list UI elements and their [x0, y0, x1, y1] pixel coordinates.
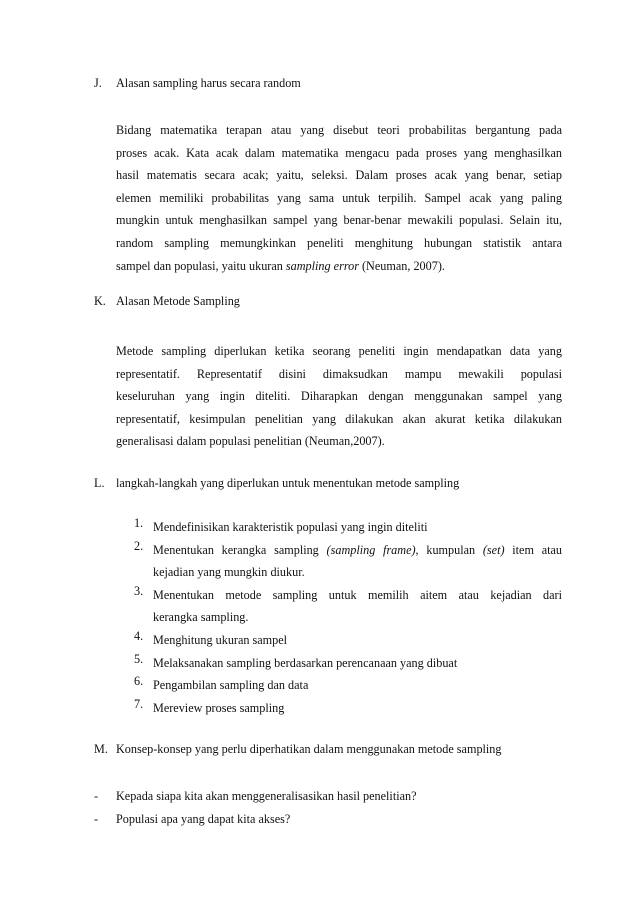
bullet-dash: - [94, 789, 99, 803]
paragraph-line: representatif, kesimpulan penelitian yang dilakukan akan akurat ketika dilakukan [116, 411, 562, 426]
italic-term: (set) [482, 542, 505, 557]
text-run: Menentukan kerangka sampling [153, 542, 327, 557]
text-run: item atau [504, 542, 562, 557]
section-k-marker: K. [94, 294, 106, 308]
paragraph-line: representatif. Representatif disini dimaksudkan mampu mewakili populasi [116, 366, 562, 381]
step-text: Pengambilan sampling dan data [153, 678, 309, 693]
step-text: Mereview proses sampling [153, 700, 285, 715]
italic-term: (sampling frame) [326, 542, 416, 557]
section-m-marker: M. [94, 742, 108, 756]
section-l-marker: L. [94, 476, 105, 490]
step-number: 5. [134, 651, 144, 666]
section-j-marker: J. [94, 76, 102, 90]
paragraph-line: hasil matematis secara acak; yaitu, seleksi. Dalam proses acak yang benar, setiap [116, 168, 562, 183]
step-text: Menentukan metode sampling untuk memilih aitem atau kejadian dari [153, 587, 562, 602]
list-item [116, 629, 562, 652]
step-number: 6. [134, 674, 144, 689]
step-text [153, 539, 562, 562]
section-m-title: Konsep-konsep yang perlu diperhatikan dalam menggunakan metode sampling [116, 742, 502, 756]
bullet-text: Populasi apa yang dapat kita akses? [116, 812, 291, 826]
step-number: 2. [134, 538, 144, 553]
text-run: (Neuman, 2007). [358, 258, 445, 273]
step-number: 1. [134, 516, 144, 530]
bullet-text: Kepada siapa kita akan menggeneralisasikan hasil penelitian? [116, 789, 417, 803]
text-run: sampel dan populasi, yaitu ukuran [116, 258, 286, 273]
step-number: 3. [134, 583, 144, 598]
paragraph-line: mungkin untuk menghasilkan sampel yang benar-benar mewakili populasi. Selain itu, [116, 213, 562, 228]
step-text: Melaksanakan sampling berdasarkan perencanaan yang dibuat [153, 655, 458, 670]
bullet-dash: - [94, 812, 99, 826]
section-j-title: Alasan sampling harus secara random [116, 76, 301, 90]
section-k-paragraph [116, 340, 562, 453]
paragraph-line: Metode sampling diperlukan ketika seorang peneliti ingin mendapatkan data yang [116, 344, 562, 358]
paragraph-line: generalisasi dalam populasi penelitian (Neuman,2007). [116, 434, 385, 449]
section-j-paragraph [116, 119, 562, 277]
step-text-continued: kerangka sampling. [153, 610, 249, 625]
paragraph-line: random sampling memungkinkan peneliti menghitung hubungan statistik antara [116, 235, 562, 250]
paragraph-line: elemen memiliki probabilitas yang sama untuk terpilih. Sampel acak yang paling [116, 190, 562, 205]
list-item [116, 674, 562, 697]
list-item [116, 697, 562, 720]
step-number: 4. [134, 628, 144, 643]
step-text-continued: kejadian yang mungkin diukur. [153, 565, 305, 580]
paragraph-line [116, 255, 562, 278]
section-l-title: langkah-langkah yang diperlukan untuk menentukan metode sampling [116, 476, 460, 490]
text-run: , kumpulan [415, 542, 483, 557]
list-item [116, 652, 562, 675]
step-text: Menghitung ukuran sampel [153, 632, 288, 647]
section-k-title: Alasan Metode Sampling [116, 294, 240, 308]
italic-term: sampling error [285, 258, 359, 273]
step-number: 7. [134, 696, 144, 711]
steps-list [116, 516, 562, 719]
paragraph-line: proses acak. Kata acak dalam matematika mengacu pada proses yang menghasilkan [116, 145, 562, 160]
list-item [116, 584, 562, 629]
list-item [116, 539, 562, 584]
paragraph-line: keseluruhan yang ingin diteliti. Diharapkan dengan menggunakan sampel yang [116, 389, 562, 404]
list-item [116, 516, 562, 539]
paragraph-line: Bidang matematika terapan atau yang disebut teori probabilitas bergantung pada [116, 123, 562, 137]
step-text: Mendefinisikan karakteristik populasi yang ingin diteliti [153, 520, 428, 534]
